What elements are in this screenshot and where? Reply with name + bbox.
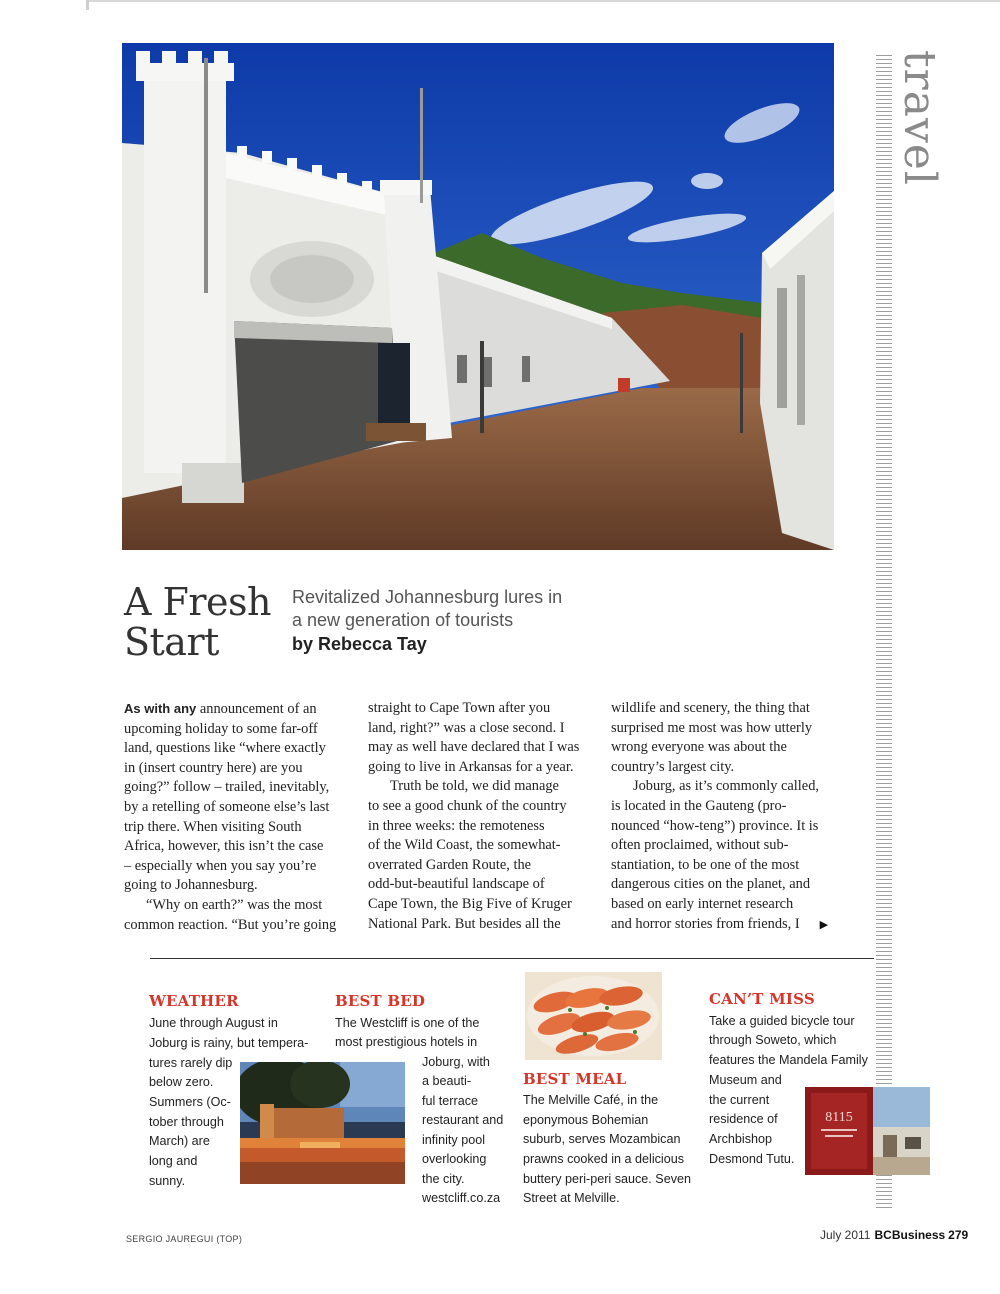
- body-line-text: and horror stories from friends, I: [611, 915, 800, 932]
- lead-in: As with any: [124, 701, 197, 716]
- section-tab-label: travel: [894, 50, 945, 186]
- best-meal-heading: BEST MEAL: [523, 1070, 627, 1088]
- prawn-dish-photo: [525, 972, 662, 1060]
- body-line: Africa, however, this isn’t the case: [124, 838, 324, 855]
- body-line: Truth be told, we did manage: [390, 778, 559, 795]
- section-divider: [150, 958, 874, 959]
- hotel-pool-photo: [240, 1062, 405, 1184]
- weather-line: sunny.: [149, 1174, 186, 1188]
- best-bed-line: most prestigious hotels in: [335, 1035, 478, 1049]
- body-line: straight to Cape Town after you: [368, 700, 551, 716]
- body-line: going to Johannesburg.: [124, 877, 258, 894]
- cant-miss-line: residence of: [709, 1112, 778, 1126]
- magazine-brand: BCBusiness: [874, 1228, 946, 1242]
- best-meal-line: prawns cooked in a delicious: [523, 1152, 685, 1166]
- article-column-2: [368, 699, 600, 934]
- weather-line: tober through: [149, 1115, 224, 1129]
- best-meal-line: eponymous Bohemian: [523, 1113, 649, 1127]
- decorative-rule-strip: [876, 55, 892, 1210]
- page-top-edge: [88, 0, 1000, 2]
- best-meal-line: buttery peri-peri sauce. Seven: [523, 1172, 692, 1186]
- body-line: is located in the Gauteng (pro-: [611, 797, 787, 814]
- cant-miss-line: Desmond Tutu.: [709, 1152, 795, 1166]
- page-number: 279: [948, 1228, 969, 1242]
- body-line: Cape Town, the Big Five of Kruger: [368, 895, 572, 912]
- body-line: nounced “how-teng”) province. It is: [611, 817, 819, 834]
- body-line: wildlife and scenery, the thing that: [611, 700, 810, 716]
- body-line: going to live in Arkansas for a year.: [368, 758, 574, 775]
- best-bed-line: Joburg, with: [422, 1055, 490, 1069]
- weather-line: Summers (Oc-: [149, 1095, 231, 1109]
- body-line: trip there. When visiting South: [124, 818, 302, 835]
- body-line: in (insert country here) are you: [124, 759, 303, 776]
- best-bed-line: ful terrace: [422, 1094, 478, 1108]
- body-line: to see a good chunk of the country: [368, 797, 567, 814]
- body-line: land, right?” was a close second. I: [368, 719, 565, 736]
- body-line: country’s largest city.: [611, 758, 735, 775]
- headline: [124, 582, 271, 662]
- weather-line: June through August in: [149, 1016, 278, 1030]
- body-line: overrated Garden Route, the: [368, 856, 532, 873]
- body-line: Joburg, as it’s commonly called,: [633, 778, 819, 795]
- weather-heading: WEATHER: [149, 992, 239, 1010]
- cant-miss-line: Archbishop: [709, 1132, 773, 1146]
- continue-arrow-icon: ▶: [819, 918, 829, 931]
- body-line: often proclaimed, without sub-: [611, 837, 789, 854]
- hero-photo-fort: [122, 43, 834, 550]
- page-folio: [820, 1228, 968, 1242]
- deck-line: Revitalized Johannesburg lures in: [292, 587, 563, 607]
- best-bed-line: The Westcliff is one of the: [335, 1016, 480, 1030]
- best-bed-line: a beauti-: [422, 1074, 472, 1088]
- weather-line: below zero.: [149, 1075, 214, 1089]
- photo-credit: SERGIO JAUREGUI (TOP): [126, 1234, 243, 1244]
- body-line: wrong everyone was about the: [611, 739, 787, 756]
- cant-miss-line: Take a guided bicycle tour: [709, 1014, 855, 1028]
- body-line: upcoming holiday to some far-off: [124, 720, 318, 737]
- best-bed-line: overlooking: [422, 1152, 487, 1166]
- body-line: stantiation, to be one of the most: [611, 856, 800, 873]
- cant-miss-line: Museum and: [709, 1073, 782, 1087]
- body-line: based on early internet research: [611, 895, 794, 912]
- body-line: odd-but-beautiful landscape of: [368, 876, 545, 893]
- body-line: in three weeks: the remoteness: [368, 817, 545, 834]
- body-line: [124, 699, 350, 720]
- best-meal-line: Street at Melville.: [523, 1191, 620, 1205]
- body-line: common reaction. “But you’re going: [124, 916, 337, 933]
- body-line: may as well have declared that I was: [368, 739, 580, 756]
- weather-line: Joburg is rainy, but tempera-: [149, 1036, 309, 1050]
- body-line: dangerous cities on the planet, and: [611, 876, 811, 893]
- article-column-3: [611, 699, 861, 935]
- body-line: “Why on earth?” was the most: [146, 896, 323, 913]
- page-left-edge: [86, 0, 89, 10]
- headline-line: Start: [124, 620, 219, 664]
- body-line: of the Wild Coast, the somewhat-: [368, 837, 561, 854]
- weather-line: March) are: [149, 1134, 210, 1148]
- weather-line: long and: [149, 1154, 198, 1168]
- body-line: land, questions like “where exactly: [124, 740, 326, 757]
- mandela-sign-number: 8115: [825, 1110, 853, 1125]
- best-meal-line: suburb, serves Mozambican: [523, 1132, 681, 1146]
- section-tab: [893, 50, 953, 200]
- article-column-1: [124, 699, 350, 935]
- body-line: by a retelling of someone else’s last: [124, 798, 330, 815]
- byline: by Rebecca Tay: [292, 634, 427, 654]
- best-bed-line: restaurant and: [422, 1113, 504, 1127]
- body-line: – especially when you say you’re: [124, 857, 317, 874]
- body-line: going?” follow – trailed, inevitably,: [124, 779, 330, 796]
- mandela-house-photo: [805, 1087, 930, 1175]
- cant-miss-line: the current: [709, 1093, 770, 1107]
- body-line-text: announcement of an: [199, 701, 317, 717]
- issue-date: July 2011: [820, 1228, 871, 1242]
- body-line: [611, 915, 861, 936]
- body-line: surprised me most was how utterly: [611, 719, 813, 736]
- best-bed-line: infinity pool: [422, 1133, 486, 1147]
- cant-miss-line: through Soweto, which: [709, 1033, 837, 1047]
- best-meal-line: The Melville Café, in the: [523, 1093, 659, 1107]
- body-line: National Park. But besides all the: [368, 915, 561, 932]
- deck-line: a new generation of tourists: [292, 610, 514, 630]
- cant-miss-heading: CAN’T MISS: [709, 990, 815, 1008]
- deck: [292, 586, 562, 656]
- best-bed-url: westcliff.co.za: [422, 1191, 501, 1205]
- weather-line: tures rarely dip: [149, 1056, 233, 1070]
- best-bed-line: the city.: [422, 1172, 465, 1186]
- headline-line: A Fresh: [124, 580, 272, 624]
- cant-miss-line: features the Mandela Family: [709, 1053, 868, 1067]
- best-bed-heading: BEST BED: [335, 992, 426, 1010]
